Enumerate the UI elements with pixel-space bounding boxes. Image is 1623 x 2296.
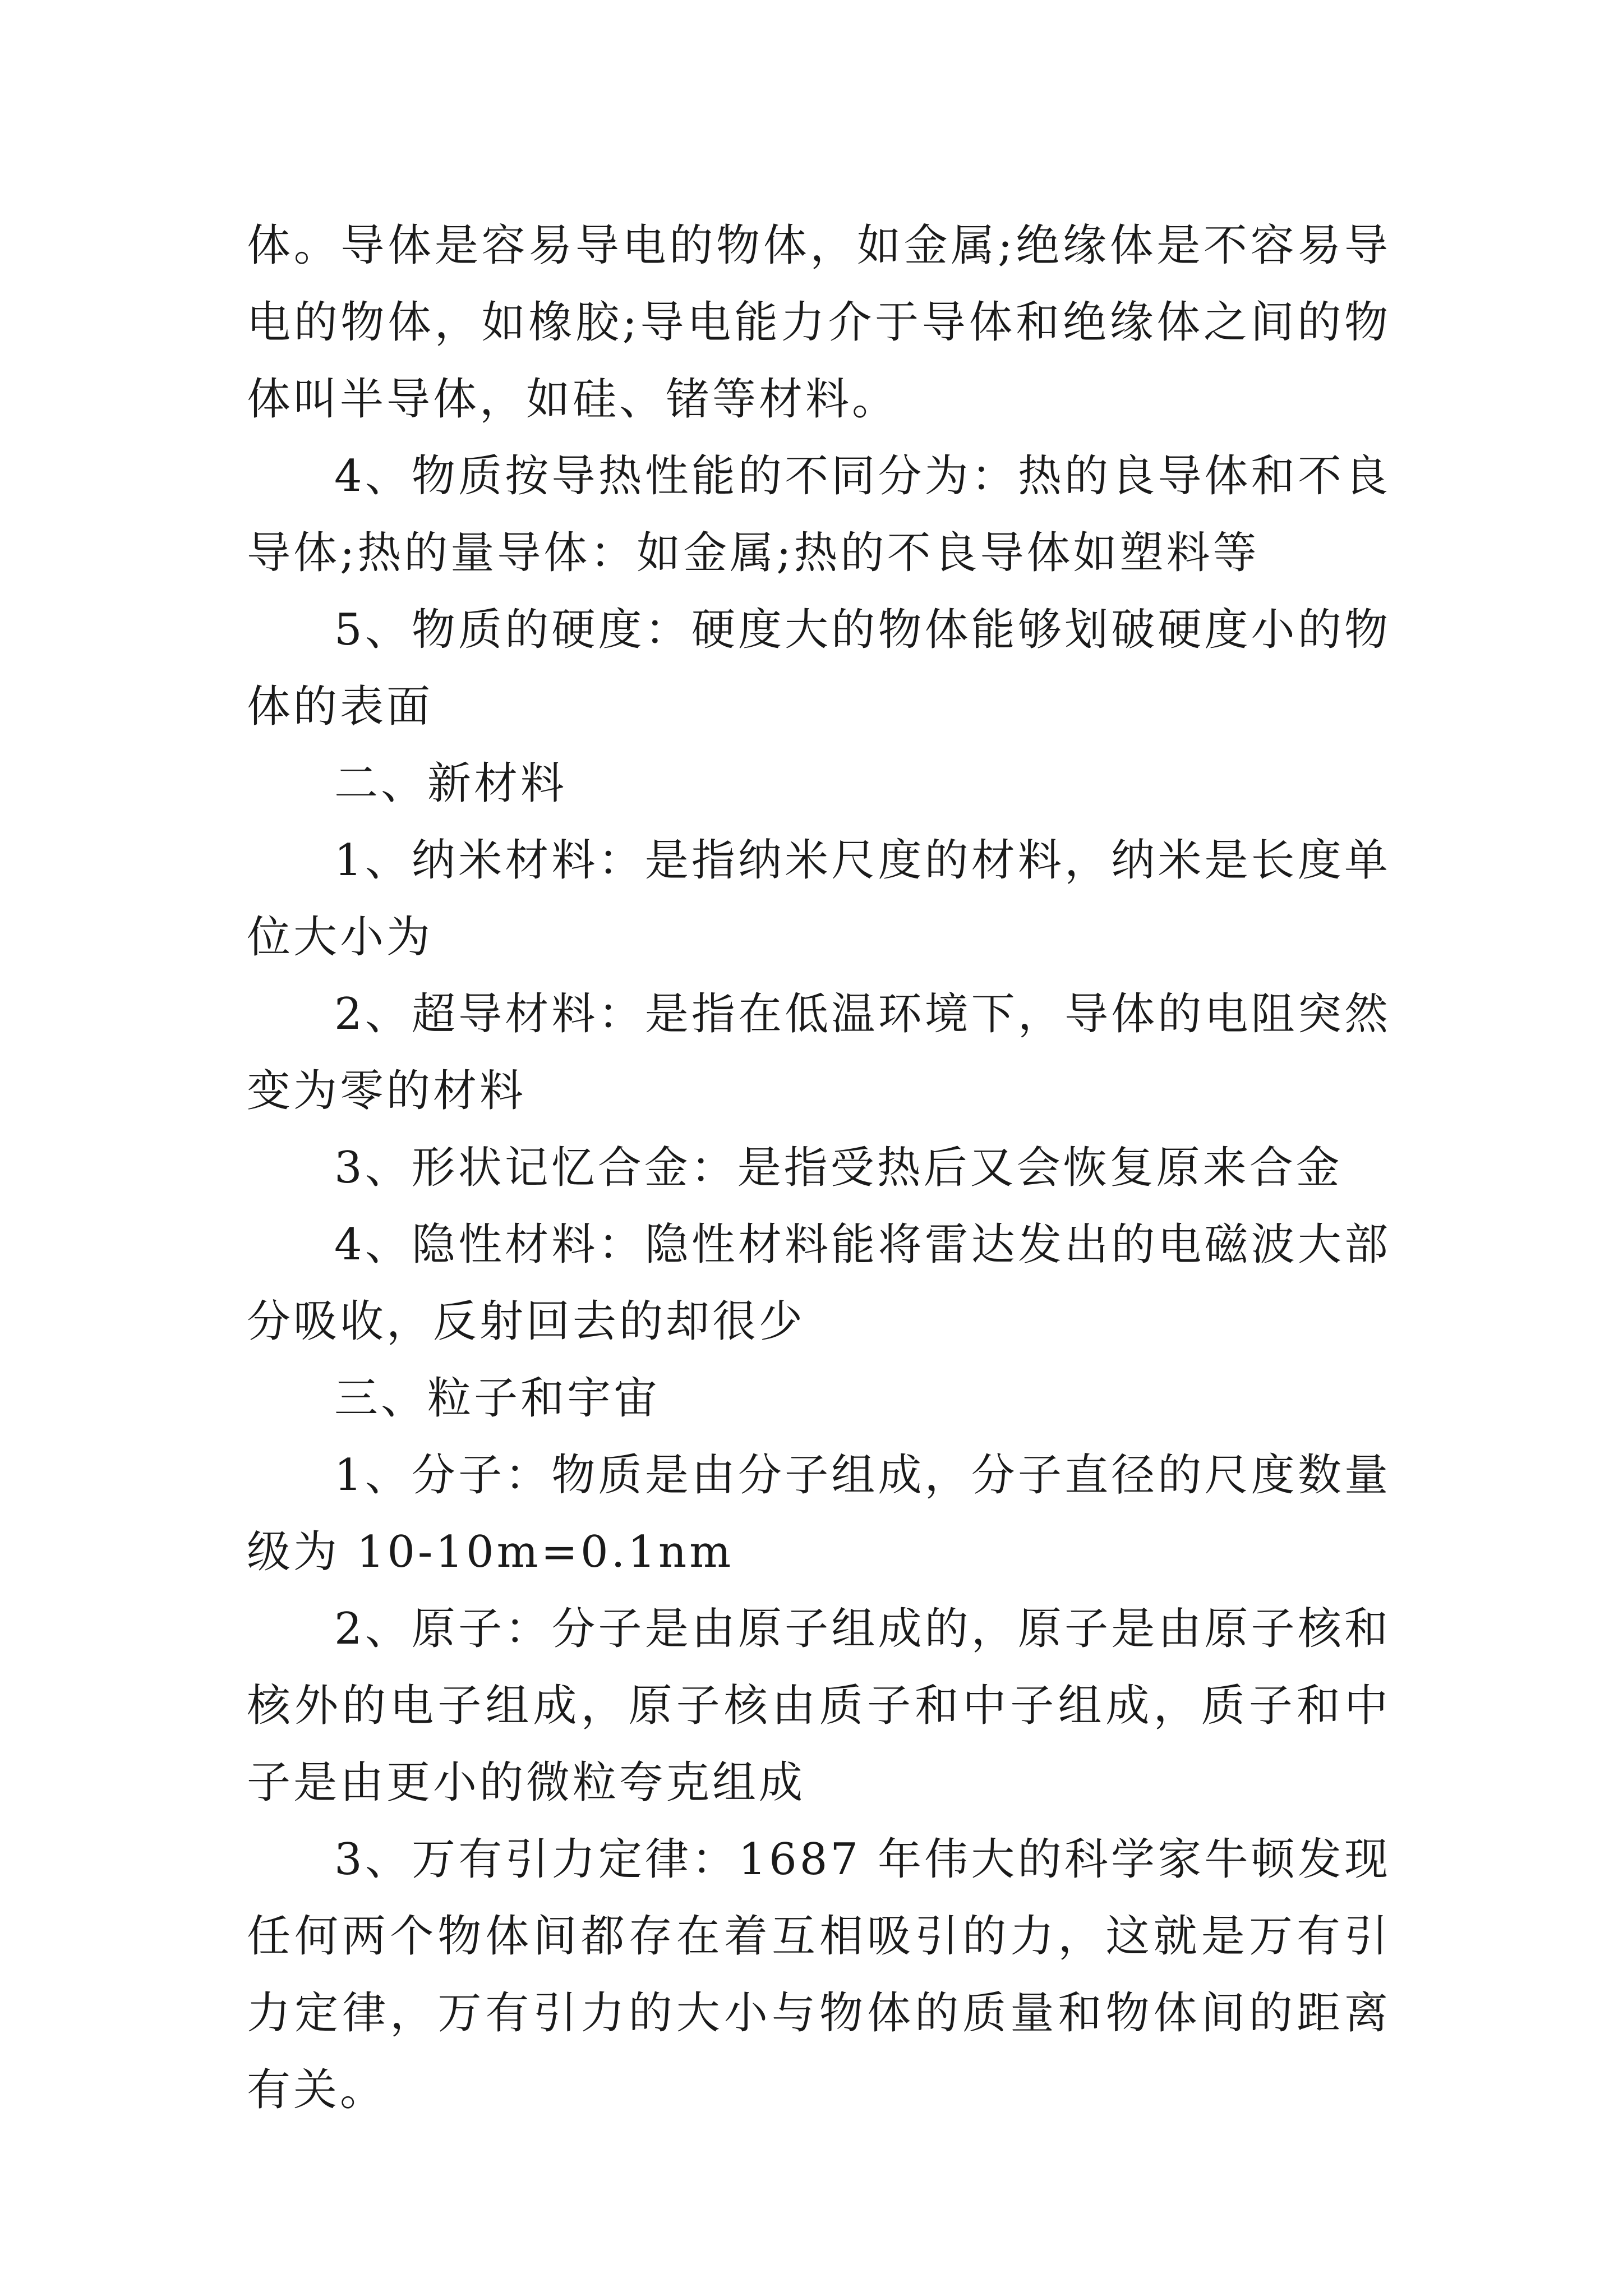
- section-heading-new-materials: 二、新材料: [334, 758, 568, 809]
- paragraph-molecules: 1、分子：物质是由分子组成，分子直径的尺度数量级为 10-10m=0.1nm: [247, 1450, 1391, 1577]
- paragraph-thermal-conductivity: 4、物质按导热性能的不同分为：热的良导体和不良导体;热的量导体：如金属;热的不良导体如塑料等: [247, 451, 1391, 578]
- paragraph-superconductors: 2、超导材料：是指在低温环境下，导体的电阻突然变为零的材料: [247, 989, 1391, 1116]
- section-heading-particles-universe: 三、粒子和宇宙: [334, 1373, 661, 1424]
- paragraph-hardness: 5、物质的硬度：硬度大的物体能够划破硬度小的物体的表面: [247, 605, 1391, 732]
- paragraph-continuation: 体。导体是容易导电的物体，如金属;绝缘体是不容易导电的物体，如橡胶;导电能力介于导体和绝缘体之间的物体叫半导体，如硅、锗等材料。: [247, 220, 1391, 425]
- paragraph-atoms: 2、原子：分子是由原子组成的，原子是由原子核和核外的电子组成，原子核由质子和中子组成，质子和中子是由更小的微粒夸克组成: [247, 1604, 1391, 1808]
- paragraph-nano-materials: 1、纳米材料：是指纳米尺度的材料，纳米是长度单位大小为: [247, 835, 1391, 963]
- document-body: [247, 208, 1391, 2129]
- paragraph-gravitation: 3、万有引力定律：1687 年伟大的科学家牛顿发现任何两个物体间都存在着互相吸引的力，这就是万有引力定律，万有引力的大小与物体的质量和物体间的距离有关。: [247, 1834, 1391, 2115]
- paragraph-stealth-materials: 4、隐性材料：隐性材料能将雷达发出的电磁波大部分吸收，反射回去的却很少: [247, 1220, 1391, 1347]
- paragraph-shape-memory-alloy: 3、形状记忆合金：是指受热后又会恢复原来合金: [334, 1143, 1343, 1193]
